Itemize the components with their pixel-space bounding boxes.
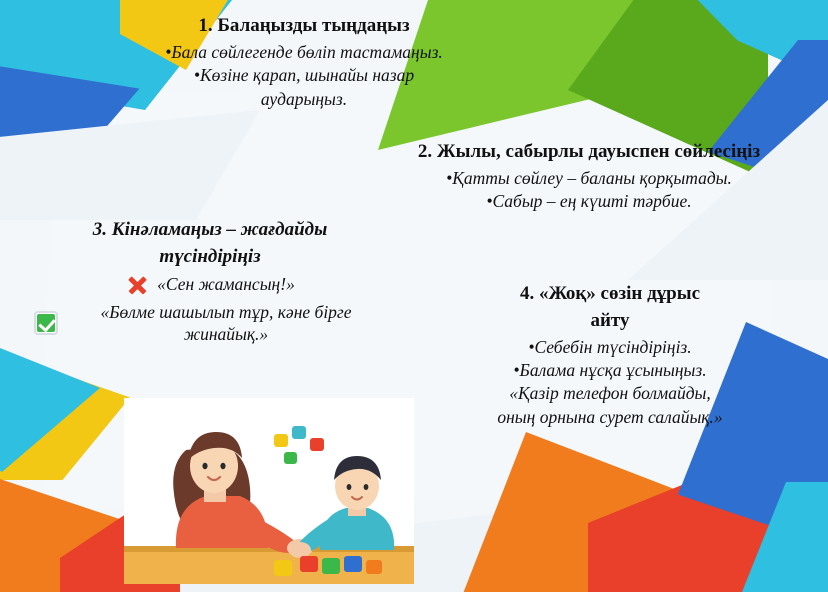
tip-4-title-line-2: айту	[590, 309, 630, 331]
mother-and-child-puzzle-photo	[124, 398, 414, 584]
tip-2-title: 2. Жылы, сабырлы дауыспен сөйлесіңіз	[417, 141, 761, 162]
tip-3-good-example-text: «Бөлме шашылып тұр, кәне бірге жинайық.»	[100, 301, 352, 345]
tip-block-4	[430, 282, 790, 429]
check-mark-icon	[34, 311, 58, 335]
tip-3-title-line-1: 3. Кінәламаңыз – жағдайды	[92, 219, 328, 240]
cross-mark-icon	[125, 273, 149, 297]
tip-4-line-1: •Себебін түсіндіріңіз.	[528, 336, 692, 357]
illustration-svg	[124, 398, 414, 584]
tip-4-line-4: оның орнына сурет салайық.»	[497, 406, 723, 427]
tip-1-line-1: •Бала сөйлегенде бөліп тастамаңыз.	[165, 41, 443, 62]
tip-2-line-1: •Қатты сөйлеу – баланы қорқытады.	[446, 167, 732, 188]
tip-2-line-2: •Сабыр – ең күшті тәрбие.	[486, 191, 692, 212]
tip-block-1	[104, 14, 504, 111]
tip-3-bad-example-row	[10, 273, 410, 297]
tip-4-title-line-1: 4. «Жоқ» сөзін дұрыс	[519, 283, 701, 304]
tip-block-2	[360, 140, 818, 214]
tip-1-line-3: аударыңыз.	[260, 88, 348, 109]
tip-1-title: 1. Балаңызды тыңдаңыз	[198, 15, 410, 36]
tip-3-bad-example-text: «Сен жамансың!»	[157, 274, 295, 295]
tip-4-line-2: •Балама нұсқа ұсыныңыз.	[513, 359, 707, 380]
tip-block-3	[10, 218, 410, 346]
tip-3-title-line-2: түсіндіріңіз	[159, 245, 261, 267]
tip-1-line-2: •Көзіне қарап, шынайы назар	[193, 65, 415, 86]
tip-4-line-3: «Қазір телефон болмайды,	[509, 383, 711, 404]
tip-3-good-example-row	[10, 301, 410, 347]
